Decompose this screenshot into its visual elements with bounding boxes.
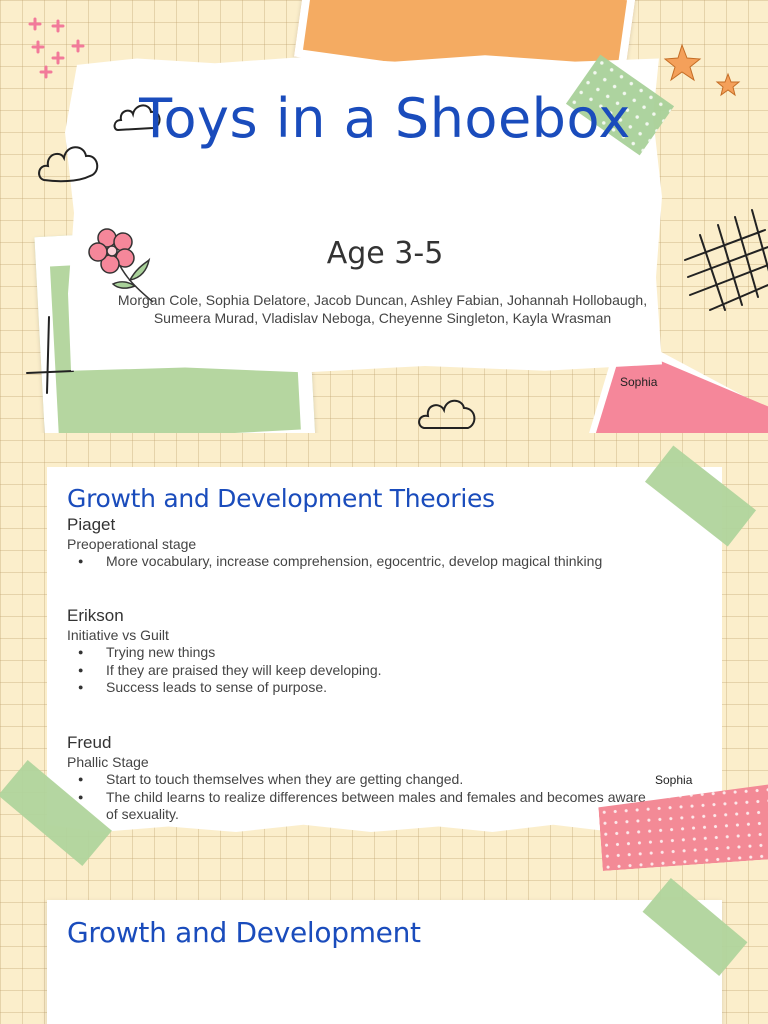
theory-erikson: [67, 606, 667, 697]
list-item: ● If they are praised they will keep developing.: [67, 662, 667, 680]
theory-points: [67, 771, 647, 824]
author-list: Morgan Cole, Sophia Delatore, Jacob Duncan, Ashley Fabian, Johannah Hollobaugh, Sumeera Murad, Vladislav Neboga, Cheyenne Singleton, Kayla Wrasman: [117, 292, 648, 326]
cloud-doodle-icon: [418, 398, 478, 433]
theory-points: [67, 644, 667, 697]
theory-name: Erikson: [67, 606, 124, 625]
presentation-title: Toys in a Shoebox: [139, 87, 631, 150]
list-item: ● Trying new things: [67, 644, 667, 662]
slide-heading: Growth and Development Theories: [67, 484, 495, 513]
age-subtitle: Age 3-5: [326, 236, 444, 271]
plus-doodle-icon: [25, 315, 75, 395]
theory-name: Freud: [67, 733, 112, 752]
list-item: ● The child learns to realize differences between males and females and becomes aware of sexuality.: [67, 789, 647, 824]
sparkle-cross-icon: [28, 15, 88, 80]
list-item: ● Start to touch themselves when they are getting changed.: [67, 771, 647, 789]
star-icon: [662, 42, 747, 107]
theory-points: [67, 553, 667, 571]
theory-freud: [67, 733, 667, 824]
presenter-tag: Sophia: [620, 375, 658, 389]
cloud-doodle-icon: [38, 142, 103, 184]
theory-name: Piaget: [67, 515, 116, 534]
slide-heading: Growth and Development: [67, 916, 421, 949]
list-item: ● Success leads to sense of purpose.: [67, 679, 667, 697]
slide-title: [0, 0, 768, 433]
list-item: ● More vocabulary, increase comprehension, egocentric, develop magical thinking: [67, 553, 667, 571]
theory-piaget: [67, 515, 667, 571]
crosshatch-doodle-icon: [680, 205, 768, 315]
theory-stage: Preoperational stage: [67, 536, 197, 552]
theory-stage: Initiative vs Guilt: [67, 627, 169, 643]
theory-stage: Phallic Stage: [67, 754, 149, 770]
presenter-tag: Sophia: [655, 773, 693, 787]
